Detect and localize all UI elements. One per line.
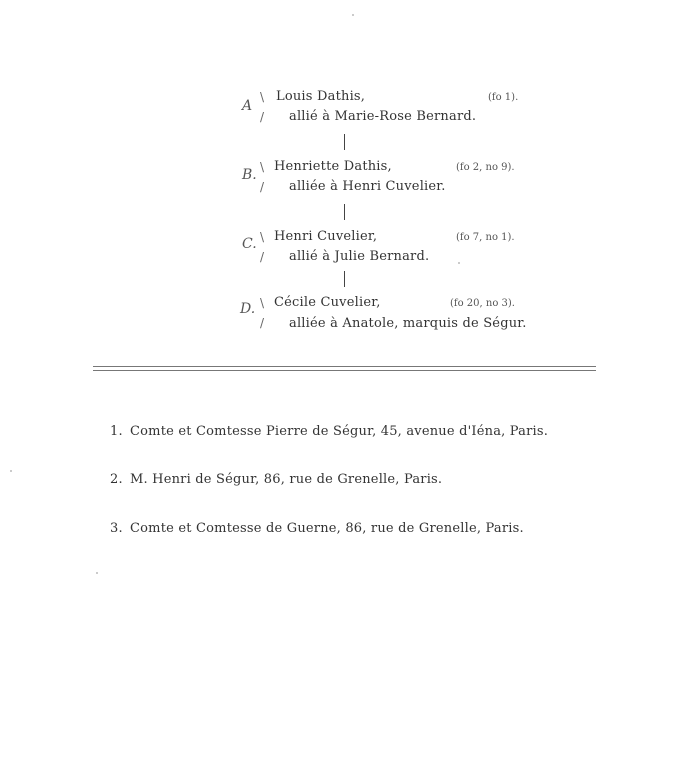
brace-bottom: /	[260, 180, 265, 194]
person-name: Henriette Dathis,	[274, 159, 392, 174]
genealogy-entry-b	[0, 158, 686, 202]
rule-line	[93, 370, 596, 371]
brace-bottom: /	[260, 250, 265, 264]
footnote-text: Comte et Comtesse de Guerne, 86, rue de Grenelle, Paris.	[130, 521, 524, 536]
footnote-number: 3.	[110, 521, 123, 536]
double-rule-separator	[93, 366, 596, 372]
brace-bottom: /	[260, 110, 265, 124]
entry-letter: A	[242, 98, 253, 114]
lineage-connector	[344, 204, 345, 220]
person-name: Cécile Cuvelier,	[274, 295, 381, 310]
genealogy-entry-d	[0, 294, 686, 338]
paper-speck	[352, 14, 354, 16]
entry-letter: C.	[242, 236, 257, 252]
footnote-text: M. Henri de Ségur, 86, rue de Grenelle, Paris.	[130, 472, 443, 487]
folio-reference: (fo 2, no 9).	[456, 162, 515, 173]
paper-speck	[10, 470, 12, 472]
entry-letter: B.	[242, 167, 257, 183]
spouse-line: allié à Marie-Rose Bernard.	[289, 109, 477, 124]
folio-reference: (fo 1).	[488, 92, 519, 103]
rule-line	[93, 366, 596, 367]
paper-speck	[458, 262, 460, 264]
lineage-connector	[344, 134, 345, 150]
folio-reference: (fo 7, no 1).	[456, 232, 515, 243]
person-name: Henri Cuvelier,	[274, 229, 378, 244]
entry-letter: D.	[240, 301, 256, 317]
brace-top: \	[260, 160, 265, 174]
spouse-line: allié à Julie Bernard.	[289, 249, 430, 264]
footnote-2	[110, 472, 442, 487]
footnote-text: Comte et Comtesse Pierre de Ségur, 45, avenue d'Iéna, Paris.	[130, 424, 549, 439]
footnote-3	[110, 521, 524, 536]
genealogy-entry-c	[0, 228, 686, 272]
footnote-1	[110, 424, 548, 439]
footnote-number: 1.	[110, 424, 123, 439]
brace-top: \	[260, 90, 265, 104]
paper-speck	[96, 572, 98, 574]
footnote-number: 2.	[110, 472, 123, 487]
brace-top: \	[260, 296, 265, 310]
brace-top: \	[260, 230, 265, 244]
spouse-line: alliée à Anatole, marquis de Ségur.	[289, 316, 527, 331]
brace-bottom: /	[260, 316, 265, 330]
genealogy-entry-a	[0, 88, 686, 132]
lineage-connector	[344, 271, 345, 287]
person-name: Louis Dathis,	[276, 89, 366, 104]
folio-reference: (fo 20, no 3).	[450, 298, 515, 309]
spouse-line: alliée à Henri Cuvelier.	[289, 179, 446, 194]
